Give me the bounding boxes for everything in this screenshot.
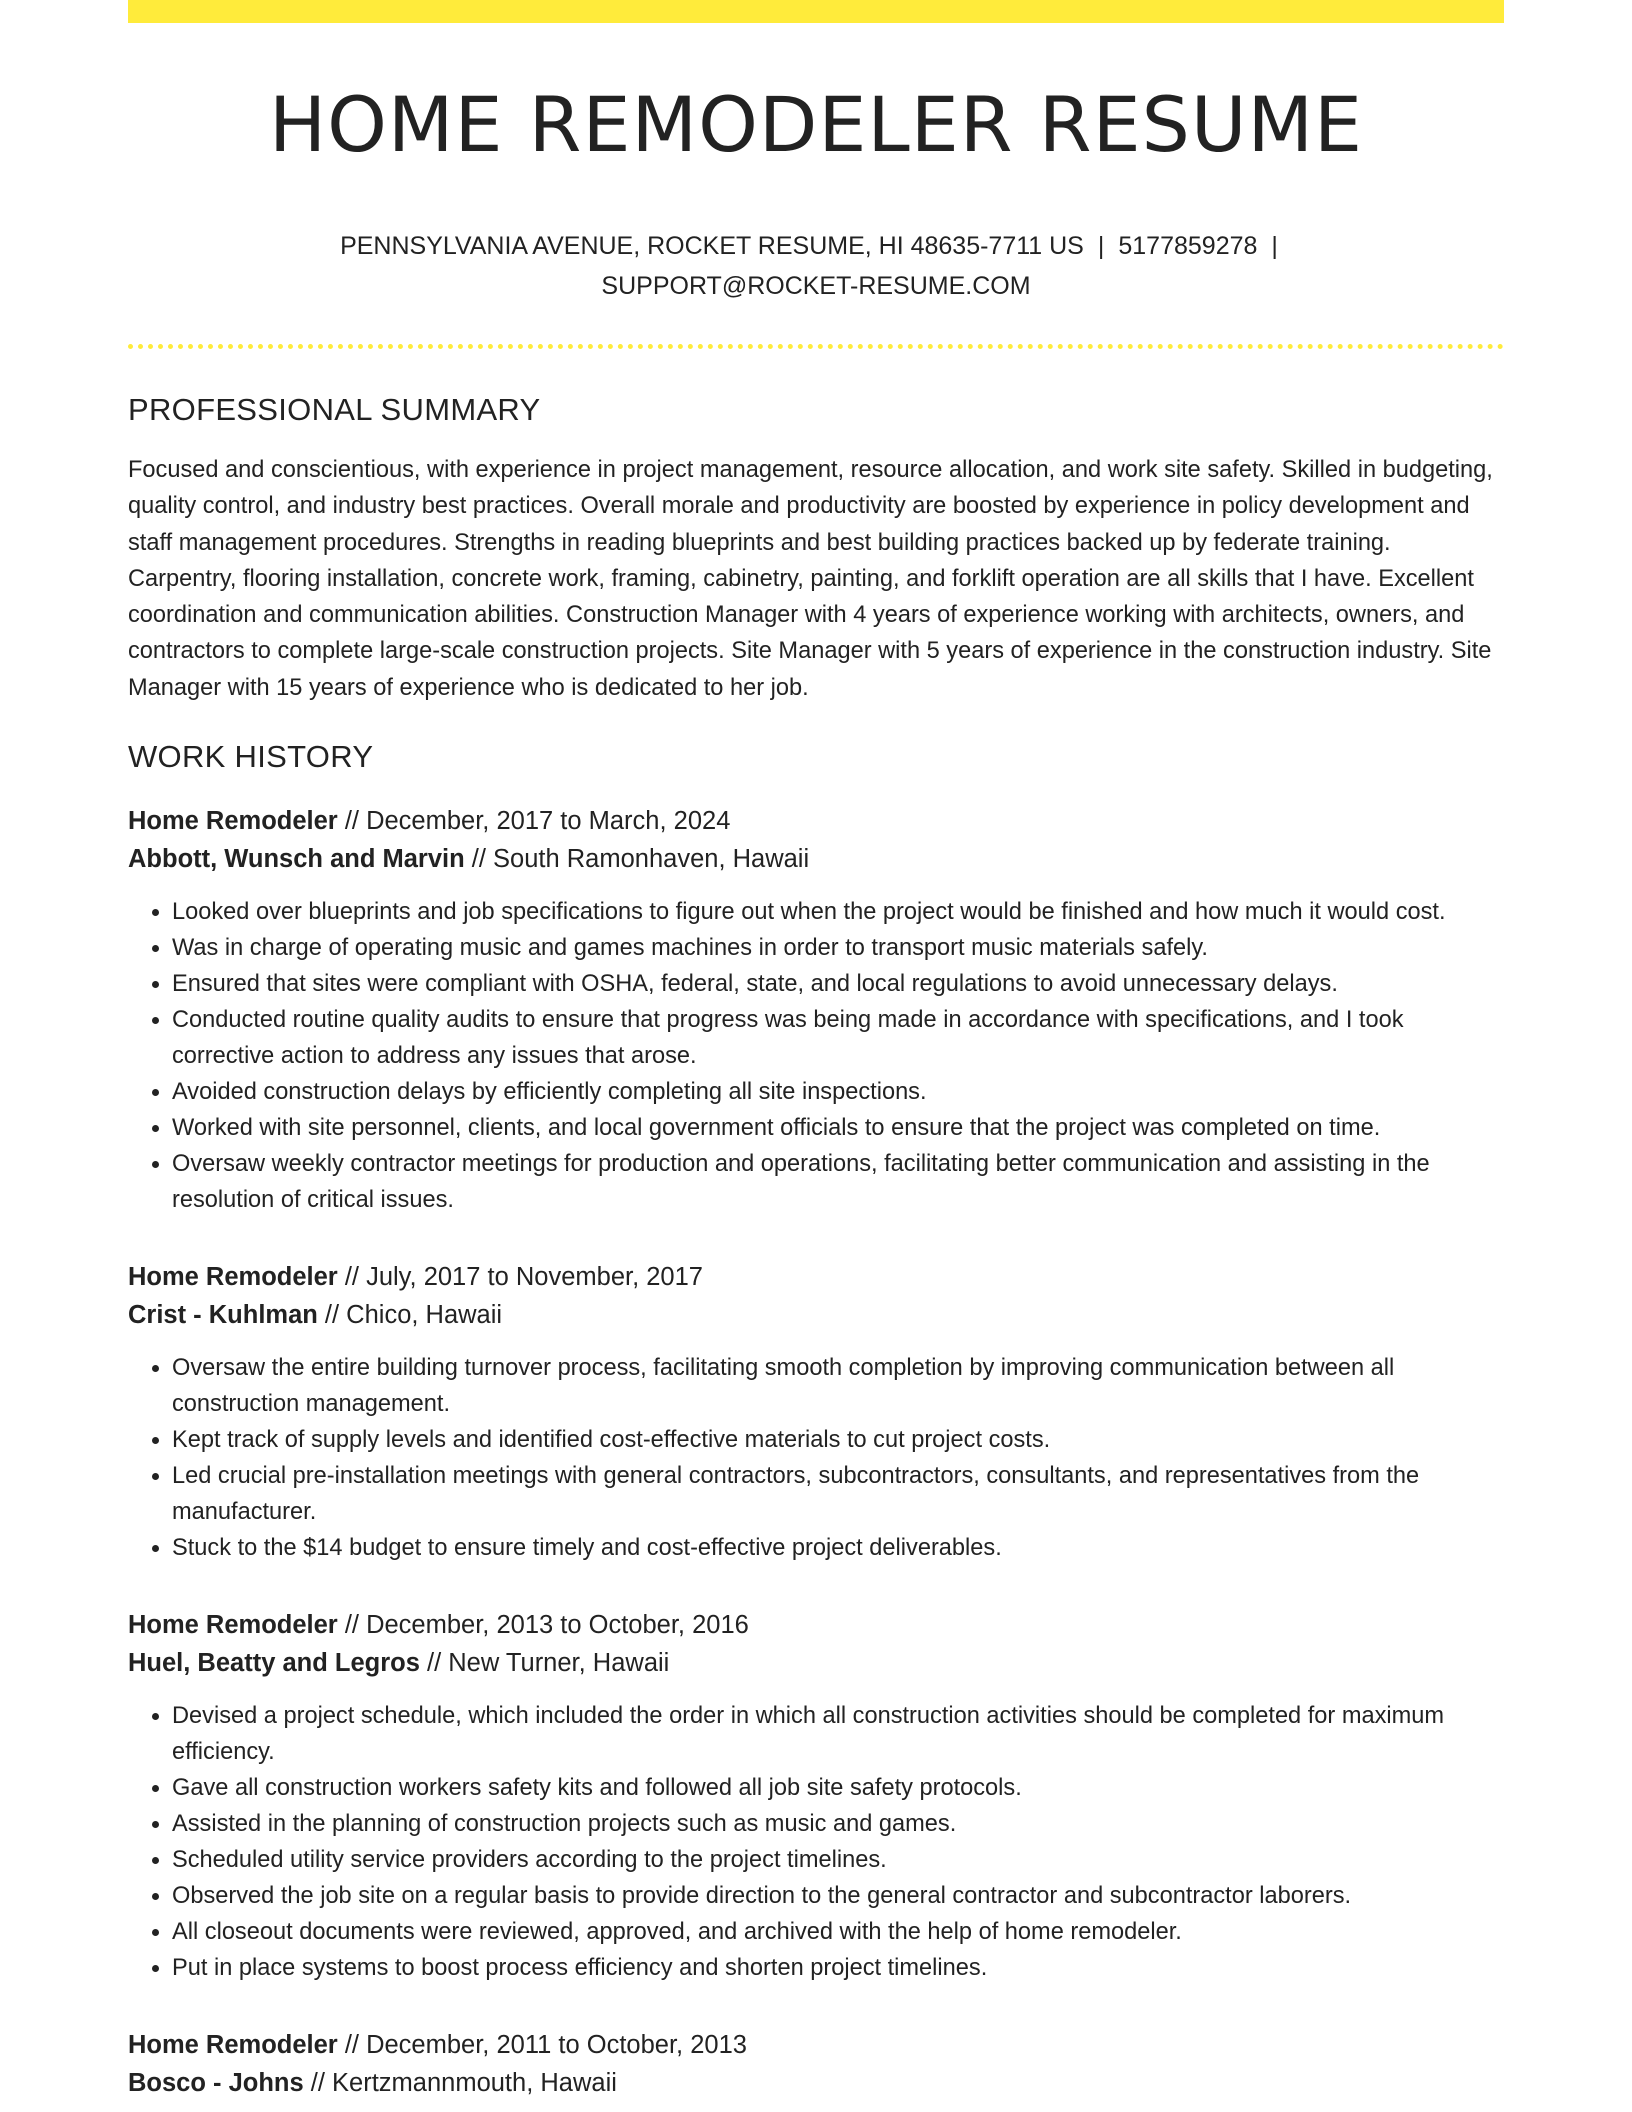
job-entry — [128, 1606, 1504, 1986]
job-company-line — [128, 1644, 1504, 1682]
job-bullet: • Avoided construction delays by efficiently completing all site inspections. — [172, 1074, 1504, 1110]
dotted-divider — [128, 344, 1504, 349]
job-title: Home Remodeler — [128, 1611, 338, 1640]
job-entry — [128, 802, 1504, 1218]
job-bullet: • Kept track of supply levels and identified cost-effective materials to cut project costs. — [172, 1422, 1504, 1458]
contact-separator: | — [1097, 232, 1105, 260]
job-dates: // December, 2013 to October, 2016 — [337, 1611, 749, 1640]
contact-email: SUPPORT@ROCKET-RESUME.COM — [601, 272, 1031, 300]
job-entry — [128, 1258, 1504, 1566]
job-title-line — [128, 1606, 1504, 1644]
job-dates: // December, 2011 to October, 2013 — [337, 2031, 747, 2060]
job-company-line — [128, 2064, 1504, 2102]
job-bullet: • Looked over blueprints and job specifications to figure out when the project would be finished and how much it would cost. — [172, 894, 1504, 930]
job-company-line — [128, 1296, 1504, 1334]
job-company: Crist - Kuhlman — [128, 1301, 318, 1330]
job-bullet: • Scheduled utility service providers according to the project timelines. — [172, 1842, 1504, 1878]
contact-address: PENNSYLVANIA AVENUE, ROCKET RESUME, HI 48635-7711 US — [340, 232, 1084, 260]
job-bullet: • Ensured that sites were compliant with OSHA, federal, state, and local regulations to avoid unnecessary delays. — [172, 966, 1504, 1002]
job-bullet: • Assisted in the planning of construction projects such as music and games. — [172, 1806, 1504, 1842]
work-history-heading: WORK HISTORY — [128, 739, 374, 775]
job-location: // New Turner, Hawaii — [419, 1649, 670, 1678]
job-location: // South Ramonhaven, Hawaii — [464, 845, 810, 874]
job-title-line — [128, 2026, 1504, 2064]
job-bullet: • Was in charge of operating music and games machines in order to transport music materials safely. — [172, 930, 1504, 966]
summary-text: Focused and conscientious, with experience in project management, resource allocation, and work site safety. Skilled in budgeting, quality control, and industry best practices. Overall morale and productivity are boosted by experience in policy development and staff management procedures. Strengths in reading blueprints and best building practices backed up by federate training. Carpentry, flooring installation, concrete work, framing, cabinetry, painting, and forklift operation are all skills that I have. Excellent coordination and communication abilities. Construction Manager with 4 years of experience working with architects, owners, and contractors to complete large-scale construction projects. Site Manager with 5 years of experience in the construction industry. Site Manager with 15 years of experience who is dedicated to her job. — [128, 457, 1493, 701]
page-title: HOME REMODELER RESUME — [268, 80, 1364, 169]
job-title: Home Remodeler — [128, 807, 338, 836]
job-bullet: • Gave all construction workers safety kits and followed all job site safety protocols. — [172, 1770, 1504, 1806]
job-location: // Kertzmannmouth, Hawaii — [303, 2069, 617, 2098]
job-bullet: • Stuck to the $14 budget to ensure timely and cost-effective project deliverables. — [172, 1530, 1504, 1566]
job-bullet: • Observed the job site on a regular basis to provide direction to the general contractor and subcontractor laborers. — [172, 1878, 1504, 1914]
job-company: Bosco - Johns — [128, 2069, 304, 2098]
job-bullet: • All closeout documents were reviewed, approved, and archived with the help of home remodeler. — [172, 1914, 1504, 1950]
job-title-line — [128, 802, 1504, 840]
job-company: Huel, Beatty and Legros — [128, 1649, 420, 1678]
job-title: Home Remodeler — [128, 2031, 338, 2060]
job-location: // Chico, Hawaii — [317, 1301, 503, 1330]
job-dates: // July, 2017 to November, 2017 — [337, 1263, 703, 1292]
job-title: Home Remodeler — [128, 1263, 338, 1292]
job-bullet: • Oversaw weekly contractor meetings for production and operations, facilitating better communication and assisting in the resolution of critical issues. — [172, 1146, 1504, 1218]
resume-page — [128, 0, 1504, 2102]
summary-heading: PROFESSIONAL SUMMARY — [128, 392, 541, 427]
job-bullet: • Conducted routine quality audits to ensure that progress was being made in accordance with specifications, and I took corrective action to address any issues that arose. — [172, 1002, 1504, 1074]
job-bullet-list — [128, 1698, 1504, 1986]
contact-phone: 5177859278 — [1118, 232, 1258, 260]
contact-separator: | — [1271, 232, 1278, 260]
accent-top-bar — [128, 0, 1504, 23]
job-entry — [128, 2026, 1504, 2102]
job-bullet: • Put in place systems to boost process efficiency and shorten project timelines. — [172, 1950, 1504, 1986]
job-bullet: • Devised a project schedule, which included the order in which all construction activities should be completed for maximum efficiency. — [172, 1698, 1504, 1770]
job-bullet: • Worked with site personnel, clients, and local government officials to ensure that the project was completed on time. — [172, 1110, 1504, 1146]
contact-info — [128, 226, 1504, 306]
job-bullet: • Oversaw the entire building turnover process, facilitating smooth completion by improving communication between all construction management. — [172, 1350, 1504, 1422]
job-title-line — [128, 1258, 1504, 1296]
job-bullet-list — [128, 1350, 1504, 1566]
job-company-line — [128, 840, 1504, 878]
job-company: Abbott, Wunsch and Marvin — [128, 845, 465, 874]
job-dates: // December, 2017 to March, 2024 — [337, 807, 731, 836]
job-bullet: • Led crucial pre-installation meetings with general contractors, subcontractors, consultants, and representatives from the manufacturer. — [172, 1458, 1504, 1530]
job-bullet-list — [128, 894, 1504, 1218]
